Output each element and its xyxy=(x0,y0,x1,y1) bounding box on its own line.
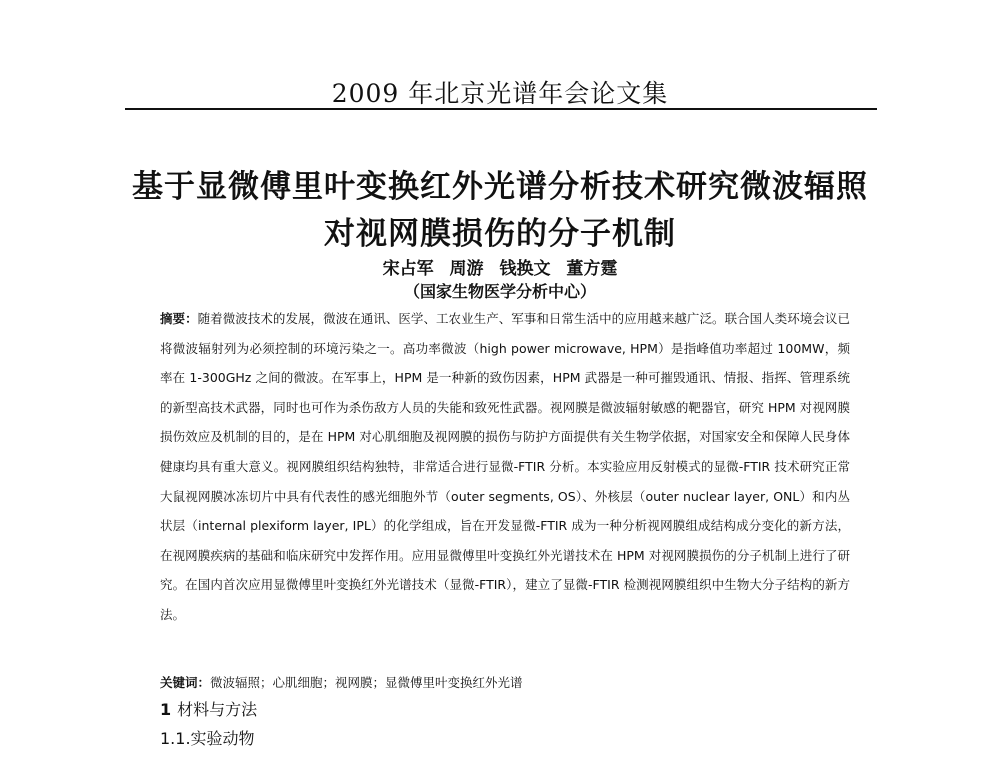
abstract-label: 摘要： xyxy=(160,311,198,326)
affiliation: （国家生物医学分析中心） xyxy=(403,282,596,301)
abstract xyxy=(160,304,850,630)
keywords xyxy=(160,673,850,691)
keywords-text: 微波辐照；心肌细胞；视网膜；显微傅里叶变换红外光谱 xyxy=(210,675,523,690)
paper-title-line-2: 对视网膜损伤的分子机制 xyxy=(324,216,676,252)
section-title: 材料与方法 xyxy=(177,700,258,719)
keywords-label: 关键词： xyxy=(160,675,211,690)
section-number: 1 xyxy=(160,700,172,719)
header-rule xyxy=(125,108,877,110)
subsection-heading: 1.1.实验动物 xyxy=(160,729,255,748)
abstract-text: 随着微波技术的发展，微波在通讯、医学、工农业生产、军事和日常生活中的应用越来越广泛。联合国人类环境会议已将微波辐射列为必须控制的环境污染之一。高功率微波（high power microwave, HPM）是指峰值功率超过 100MW，频率在 1-300GHz 之间的微波。在军事上，HPM 是一种新的致伤因素，HPM 武器是一种可摧毁通讯、情报、指挥、管理系统的新型高技术武器，同时也可作为杀伤敌方人员的失能和致死性武器。视网膜是微波辐射敏感的靶器官，研究 HPM 对视网膜损伤效应及机制的目的，是在 HPM 对心肌细胞及视网膜的损伤与防护方面提供有关生物学依据，对国家安全和保障人民身体健康均具有重大意义。视网膜组织结构独特，非常适合进行显微-FTIR 分析。本实验应用反射模式的显微-FTIR 技术研究正常大鼠视网膜冰冻切片中具有代表性的感光细胞外节（outer segments, OS）、外核层（outer nuclear layer, ONL）和内丛状层（internal plexiform layer, IPL）的化学组成，旨在开发显微-FTIR 成为一种分析视网膜组成结构成分变化的新方法，在视网膜疾病的基础和临床研究中发挥作用。应用显微傅里叶变换红外光谱技术在 HPM 对视网膜损伤的分子机制上进行了研究。在国内首次应用显微傅里叶变换红外光谱技术（显微-FTIR），建立了显微-FTIR 检测视网膜组织中生物大分子结构的新方法。 xyxy=(160,311,850,622)
paper-title-line-1: 基于显微傅里叶变换红外光谱分析技术研究微波辐照 xyxy=(132,169,868,205)
author-list: 宋占军 周游 钱换文 董方霆 xyxy=(382,259,618,279)
section-heading xyxy=(160,697,257,720)
running-head: 2009 年北京光谱年会论文集 xyxy=(331,79,669,108)
